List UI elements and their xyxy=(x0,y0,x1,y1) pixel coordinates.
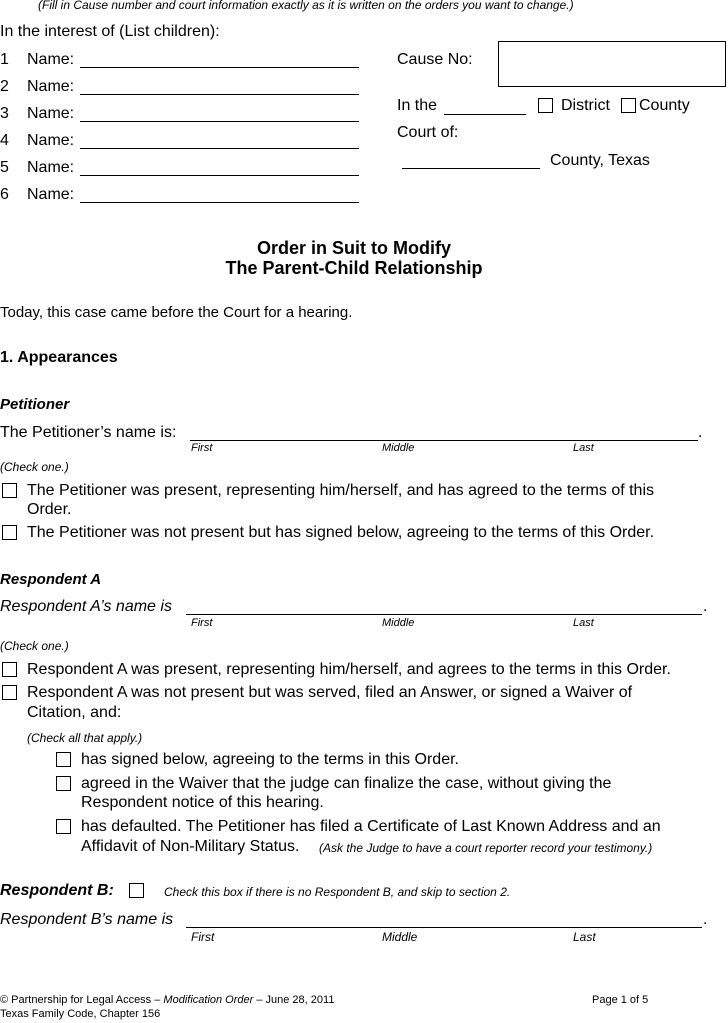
form-name: Modification Order xyxy=(163,994,254,1006)
check-all-note: (Check all that apply.) xyxy=(27,731,143,745)
petitioner-name-line[interactable] xyxy=(190,440,698,441)
footer-copyright xyxy=(0,994,334,1006)
child-name-label: Name: xyxy=(27,186,75,203)
option-text: Respondent A was not present but was served, filed an Answer, or signed a Waiver of xyxy=(27,684,633,701)
waiver-checkbox[interactable] xyxy=(56,776,71,791)
last-caption: Last xyxy=(573,617,594,629)
signed-below-checkbox[interactable] xyxy=(56,752,71,767)
last-caption: Last xyxy=(573,442,594,454)
child-name-label: Name: xyxy=(27,159,75,176)
respondent-a-present-checkbox[interactable] xyxy=(2,662,17,677)
child-number: 4 xyxy=(0,132,9,149)
child-name-label: Name: xyxy=(27,51,75,68)
child-number: 2 xyxy=(0,78,9,95)
option-text: Citation, and: xyxy=(27,704,122,721)
respondent-a-name-label: Respondent A’s name is xyxy=(0,598,172,615)
petitioner-heading: Petitioner xyxy=(0,396,70,413)
option-text: The Petitioner was present, representing him/herself, and has agreed to the terms of this xyxy=(27,482,654,499)
child-name-line[interactable] xyxy=(80,67,359,68)
no-respondent-b-checkbox[interactable] xyxy=(129,883,144,898)
period: . xyxy=(703,598,708,615)
county-label: County xyxy=(639,97,690,114)
sub-option-text: Affidavit of Non-Military Status. xyxy=(81,838,300,855)
middle-caption: Middle xyxy=(382,442,415,454)
testimony-note: (Ask the Judge to have a court reporter record your testimony.) xyxy=(319,841,653,855)
child-number: 6 xyxy=(0,186,9,203)
respondent-a-name-line[interactable] xyxy=(186,614,702,615)
child-name-label: Name: xyxy=(27,132,75,149)
interest-label: In the interest of (List children): xyxy=(0,23,220,40)
child-name-line[interactable] xyxy=(80,175,359,176)
sub-option-text: has signed below, agreeing to the terms in this Order. xyxy=(81,751,459,768)
child-name-line[interactable] xyxy=(80,202,359,203)
document-title-line1: Order in Suit to Modify xyxy=(257,238,451,258)
court-of-label: Court of: xyxy=(397,124,459,141)
option-text: Order. xyxy=(27,501,72,518)
child-name-line[interactable] xyxy=(80,94,359,95)
district-checkbox[interactable] xyxy=(538,98,553,113)
child-name-line[interactable] xyxy=(80,121,359,122)
option-text: Respondent A was present, representing him/herself, and agrees to the terms in this Order. xyxy=(27,661,671,678)
child-name-line[interactable] xyxy=(80,148,359,149)
respondent-a-heading: Respondent A xyxy=(0,571,102,588)
child-number: 3 xyxy=(0,105,9,122)
check-one-note: (Check one.) xyxy=(0,460,69,474)
in-the-label: In the xyxy=(397,97,438,114)
last-caption: Last xyxy=(573,930,596,944)
child-name-label: Name: xyxy=(27,105,75,122)
sub-option-text: agreed in the Waiver that the judge can finalize the case, without giving the xyxy=(81,775,612,792)
middle-caption: Middle xyxy=(382,617,415,629)
respondent-b-heading: Respondent B: xyxy=(0,882,114,899)
cause-number-box[interactable] xyxy=(498,41,726,87)
petitioner-name-label: The Petitioner’s name is: xyxy=(0,424,177,441)
petitioner-not-present-checkbox[interactable] xyxy=(2,525,17,540)
child-number: 5 xyxy=(0,159,9,176)
section-heading: 1. Appearances xyxy=(0,349,118,366)
page-number: Page 1 of 5 xyxy=(592,994,649,1006)
court-number-line[interactable] xyxy=(444,114,526,115)
first-caption: First xyxy=(191,617,213,629)
defaulted-checkbox[interactable] xyxy=(56,819,71,834)
fill-note: (Fill in Cause number and court information exactly as it is written on the orders you want to change.) xyxy=(38,0,574,12)
period: . xyxy=(703,911,708,928)
sub-option-text: has defaulted. The Petitioner has filed a Certificate of Last Known Address and an xyxy=(81,818,661,835)
period: . xyxy=(698,424,703,441)
county-checkbox[interactable] xyxy=(621,98,636,113)
respondent-b-note: Check this box if there is no Respondent B, and skip to section 2. xyxy=(164,885,511,899)
check-one-note: (Check one.) xyxy=(0,639,69,653)
form-date: – June 28, 2011 xyxy=(253,994,335,1006)
county-name-line[interactable] xyxy=(402,168,540,169)
middle-caption: Middle xyxy=(382,930,418,944)
county-texas-label: County, Texas xyxy=(550,152,650,169)
respondent-b-name-label: Respondent B’s name is xyxy=(0,911,174,928)
cause-label: Cause No: xyxy=(397,51,473,68)
option-text: The Petitioner was not present but has signed below, agreeing to the terms of this Order. xyxy=(27,524,655,541)
sub-option-text: Respondent notice of this hearing. xyxy=(81,794,324,811)
first-caption: First xyxy=(191,930,215,944)
respondent-b-name-line[interactable] xyxy=(186,927,702,928)
respondent-a-not-present-checkbox[interactable] xyxy=(2,685,17,700)
document-title-line2: The Parent-Child Relationship xyxy=(225,258,483,278)
intro-text: Today, this case came before the Court for a hearing. xyxy=(0,304,353,321)
footer-code: Texas Family Code, Chapter 156 xyxy=(0,1008,161,1020)
child-number: 1 xyxy=(0,51,9,68)
first-caption: First xyxy=(191,442,213,454)
child-name-label: Name: xyxy=(27,78,75,95)
district-label: District xyxy=(561,97,610,114)
copyright-prefix: © Partnership for Legal Access – xyxy=(0,994,164,1006)
petitioner-present-checkbox[interactable] xyxy=(2,483,17,498)
